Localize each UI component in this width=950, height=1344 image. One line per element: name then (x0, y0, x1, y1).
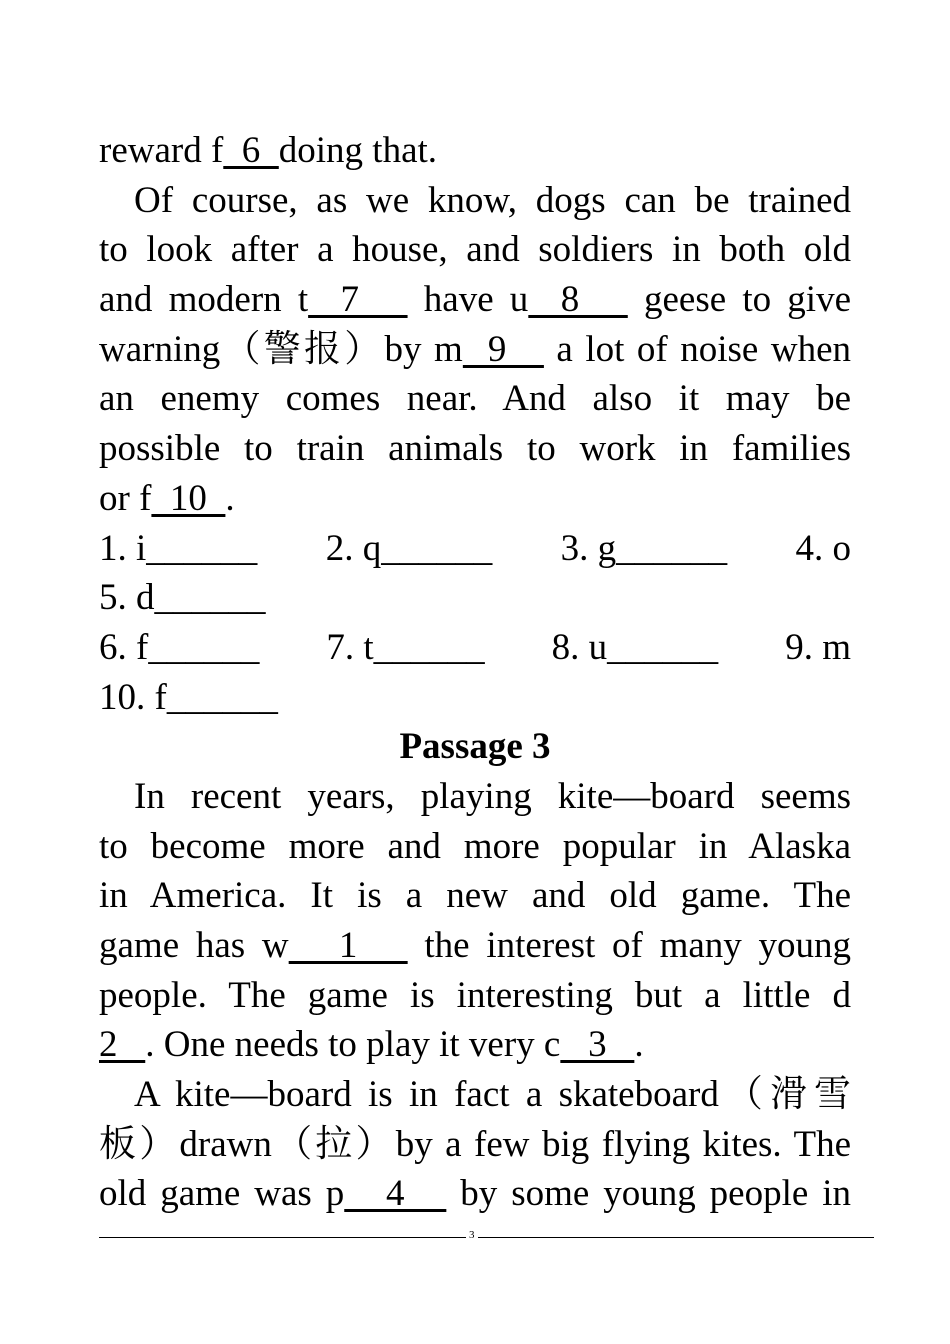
blank-4: 4 (344, 1173, 447, 1215)
blank-2: 2 (99, 1024, 146, 1066)
text-line: to become more and more popular in Alaska (99, 825, 851, 867)
text-line: 2 . One needs to play it very c 3 . (99, 1024, 644, 1066)
answer-row: 1. i______ 2. q______ 3. g______ 4. o (99, 527, 851, 569)
text-line: 板）drawn（拉）by a few big flying kites. The (99, 1123, 851, 1165)
blank-8: 8 (528, 279, 628, 321)
text-line: possible to train animals to work in families (99, 428, 851, 470)
text-line: old game was p 4 by some young people in (99, 1173, 852, 1215)
text-line: in America. It is a new and old game. The (99, 875, 851, 917)
blank-10: 10 (151, 477, 226, 519)
answer-row: 6. f______ 7. t______ 8. u______ 9. m (99, 626, 851, 668)
text-line: warning（警报）by m 9 a lot of noise when (99, 328, 852, 370)
text-line: and modern t 7 have u 8 geese to give (99, 279, 852, 321)
text-line: people. The game is interesting but a little d (99, 974, 851, 1016)
text-line: game has w 1 the interest of many young (99, 925, 852, 966)
text-line: an enemy comes near. And also it may be (99, 378, 851, 420)
blank-3: 3 (560, 1024, 635, 1066)
text-line: reward f 6 doing that. (99, 130, 438, 171)
text-line: A kite—board is in fact a skateboard（滑雪 (134, 1074, 851, 1116)
text-line: to look after a house, and soldiers in both old (99, 229, 851, 271)
answer-row: 10. f______ (99, 676, 278, 718)
text-line: Of course, as we know, dogs can be trained (134, 179, 851, 221)
footer-rule (99, 1237, 874, 1238)
page-number: 3 (466, 1229, 478, 1241)
blank-6: 6 (223, 130, 279, 171)
text-line: In recent years, playing kite—board seems (134, 775, 851, 817)
answer-row: 5. d______ (99, 577, 266, 619)
blank-1: 1 (288, 925, 408, 966)
document-page (99, 126, 851, 1219)
blank-9: 9 (462, 328, 544, 370)
blank-7: 7 (308, 279, 408, 321)
text-line: or f 10 . (99, 477, 235, 519)
passage-title: Passage 3 (399, 726, 551, 768)
